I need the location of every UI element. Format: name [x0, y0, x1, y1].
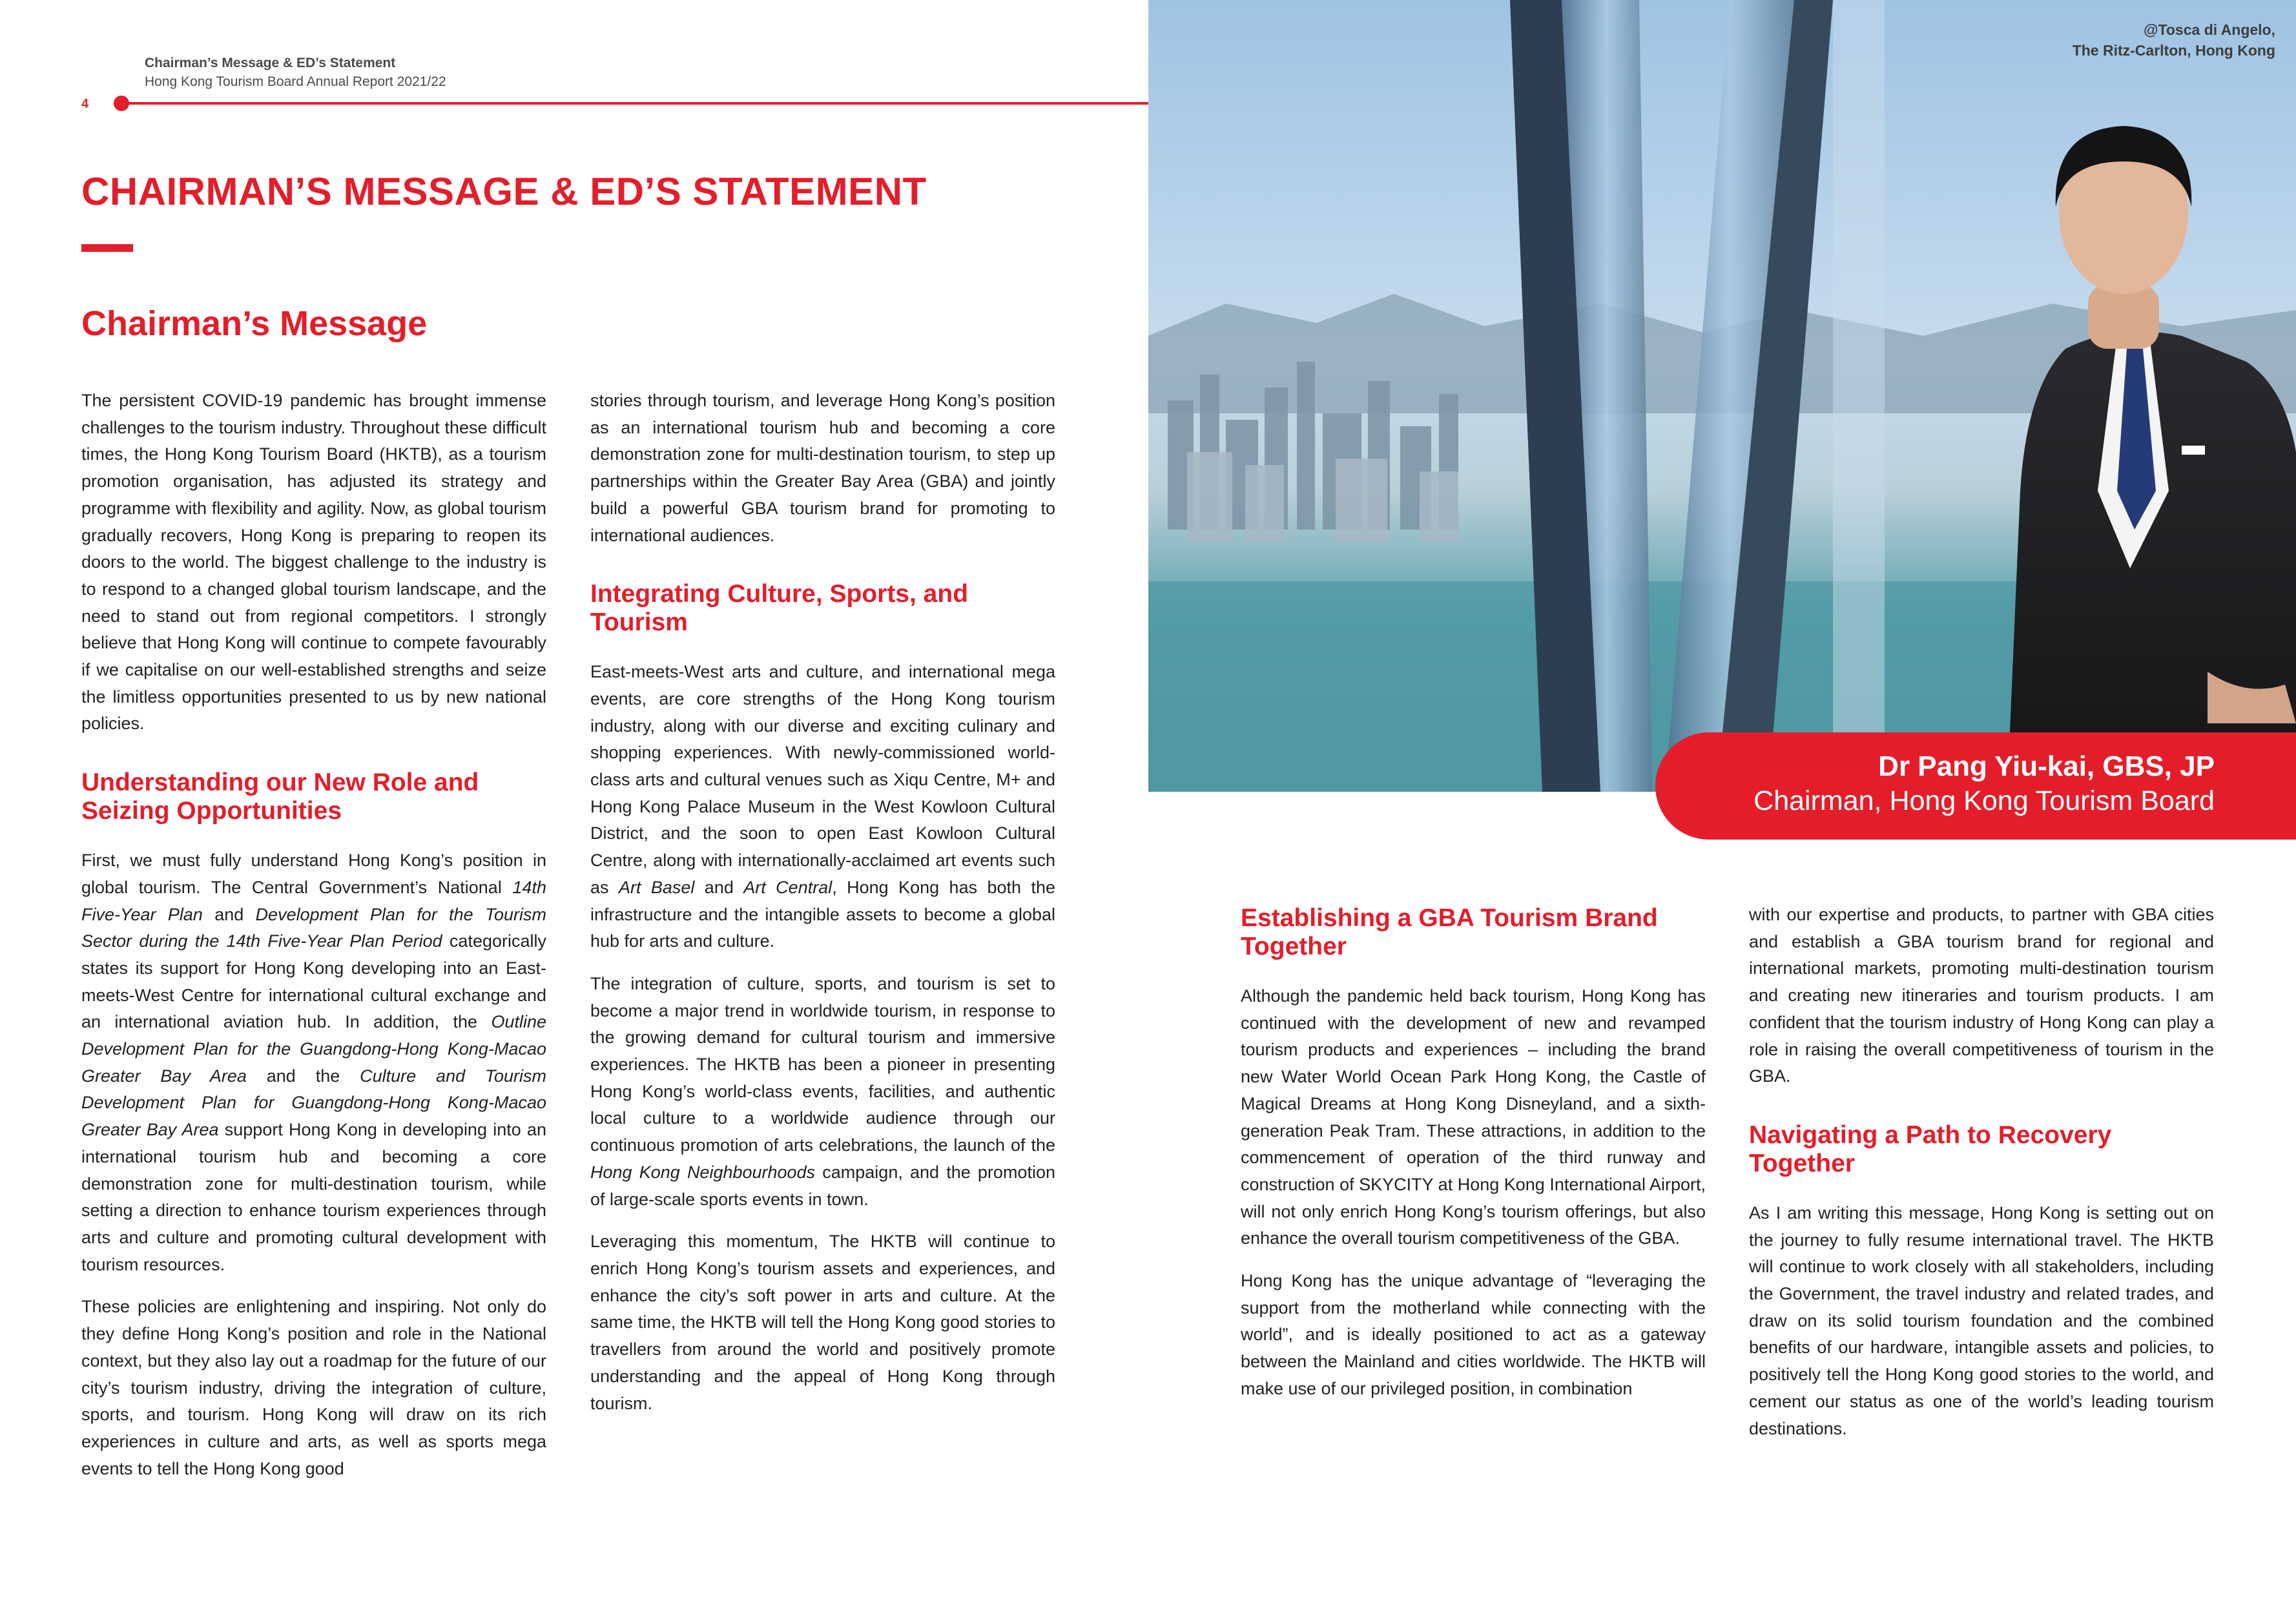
page-number: 4	[81, 97, 89, 111]
running-header-section: Chairman’s Message & ED’s Statement	[145, 56, 396, 70]
paragraph: Leveraging this momentum, The HKTB will continue to enrich Hong Kong’s tourism assets and experiences, and enhance the city’s soft power in arts and culture. At the same time, the HKTB will tell the Hong Kong good stories to travellers from around the world and positively promote understanding and the appeal of Hong Kong through tourism.	[590, 1232, 1055, 1413]
caption-role: Chairman, Hong Kong Tourism Board	[1753, 785, 2215, 816]
header-rule	[121, 102, 1148, 105]
text-column-2	[590, 388, 1055, 1432]
section-heading: Establishing a GBA Tourism Brand Together	[1241, 904, 1658, 960]
text-column-3	[1241, 904, 1706, 1418]
paragraph: Hong Kong has the unique advantage of “leveraging the support from the motherland while connecting with the world”, and is ideally positioned to act as a gateway between the Mainland and cities worldwide. The HKTB will make use of our privileged position, in combination	[1241, 1271, 1706, 1398]
paragraph: As I am writing this message, Hong Kong is setting out on the journey to fully resume international travel. The HKTB will continue to work closely with all stakeholders, including the Government, the travel industry and related trades, and draw on its solid tourism foundation and the combined benefits of our hardware, intangible assets and policies, to positively tell the Hong Kong good stories to the world, and cement our status as one of the world’s leading tourism destinations.	[1749, 1203, 2214, 1438]
paragraph: The persistent COVID-19 pandemic has brought immense challenges to the tourism industry. Throughout these difficult times, the Hong Kong Tourism Board (HKTB), as a tourism promotion organisation, has adjusted its strategy and programme with flexibility and agility. Now, as global tourism gradually recovers, Hong Kong is preparing to reopen its doors to the world. The biggest challenge to the industry is to respond to a changed global tourism landscape, and the need to stand out from regional competitors. I strongly believe that Hong Kong will continue to compete favourably if we capitalise on our well-established strengths and seize the limitless opportunities presented to us by new national policies.	[81, 391, 546, 734]
chairman-photo	[1148, 0, 2296, 792]
skyline-photo-illustration	[1148, 0, 2296, 792]
section-heading: Integrating Culture, Sports, and Tourism	[590, 580, 969, 637]
photo-credit: @Tosca di Angelo, The Ritz-Carlton, Hong Kong	[2072, 21, 2275, 59]
header-rule-dot	[114, 96, 129, 111]
paragraph: The integration of culture, sports, and tourism is set to become a major trend in worldwide tourism, in response to the growing demand for cultural tourism and immersive experiences. The HKTB has been a pioneer in presenting Hong Kong’s world-class events, facilities, and authentic local culture to a worldwide audience through our continuous promotion of arts celebrations, the launch of the Hong Kong Neighbourhoods campaign, and the promotion of large-scale sports events in town.	[590, 973, 1055, 1209]
running-header-report: Hong Kong Tourism Board Annual Report 2021/22	[145, 74, 446, 89]
section-heading: Navigating a Path to Recovery Together	[1749, 1121, 2112, 1177]
text-column-4	[1749, 902, 2214, 1458]
paragraph: These policies are enlightening and inspiring. Not only do they define Hong Kong’s position and role in the National context, but they also lay out a roadmap for the future of our city’s tourism industry, driving the integration of culture, sports, and tourism. Hong Kong will draw on its rich experiences in culture and arts, as well as sports mega events to tell the Hong Kong good	[81, 1297, 546, 1478]
paragraph: First, we must fully understand Hong Kong’s position in global tourism. The Central Government’s National 14th Five-Year Plan and Development Plan for the Tourism Sector during the 14th Five-Year Plan Period categorically states its support for Hong Kong developing into an East-meets-West Centre for international cultural exchange and an international aviation hub. In addition, the Outline Development Plan for the Guangdong-Hong Kong-Macao Greater Bay Area and the Culture and Tourism Development Plan for Guangdong-Hong Kong-Macao Greater Bay Area support Hong Kong in developing into an international tourism hub and becoming a core demonstration zone for multi-destination tourism, while setting a direction to enhance tourism experiences through arts and culture and promoting cultural development with tourism resources.	[81, 851, 547, 1274]
title-accent-bar	[81, 244, 133, 252]
caption-name: Dr Pang Yiu-kai, GBS, JP	[1878, 750, 2215, 782]
section-title: Chairman’s Message	[81, 304, 428, 343]
paragraph: East-meets-West arts and culture, and international mega events, are core strengths of the Hong Kong tourism industry, along with our diverse and exciting culinary and shopping experiences. With newly-commissioned world-class arts and cultural venues such as Xiqu Centre, M+ and Hong Kong Palace Museum in the West Kowloon Cultural District, and the soon to open East Kowloon Cultural Centre, along with internationally-acclaimed art events such as Art Basel and Art Central, Hong Kong has both the infrastructure and the intangible assets to become a global hub for arts and culture.	[590, 662, 1055, 951]
text-column-1	[81, 388, 546, 1498]
page-title: CHAIRMAN’S MESSAGE & ED’S STATEMENT	[81, 170, 927, 213]
paragraph: Although the pandemic held back tourism, Hong Kong has continued with the development of new and revamped tourism products and experiences – including the brand new Water World Ocean Park Hong Kong, the Castle of Magical Dreams at Hong Kong Disneyland, and a sixth-generation Peak Tram. These attractions, in addition to the commencement of operation of the third runway and construction of SKYCITY at Hong Kong International Airport, will not only enrich Hong Kong’s tourism offerings, but also enhance the overall tourism competitiveness of the GBA.	[1241, 986, 1706, 1248]
paragraph: stories through tourism, and leverage Hong Kong’s position as an international tourism hub and becoming a core demonstration zone for multi-destination tourism, to step up partnerships within the Greater Bay Area (GBA) and jointly build a powerful GBA tourism brand for promoting to international audiences.	[590, 391, 1055, 545]
paragraph: with our expertise and products, to partner with GBA cities and establish a GBA tourism brand for regional and international markets, promoting multi-destination tourism and creating new itineraries and tourism products. I am confident that the tourism industry of Hong Kong can play a role in raising the overall competitiveness of tourism in the GBA.	[1749, 905, 2214, 1086]
section-heading: Understanding our New Role and Seizing Opportunities	[81, 769, 479, 825]
